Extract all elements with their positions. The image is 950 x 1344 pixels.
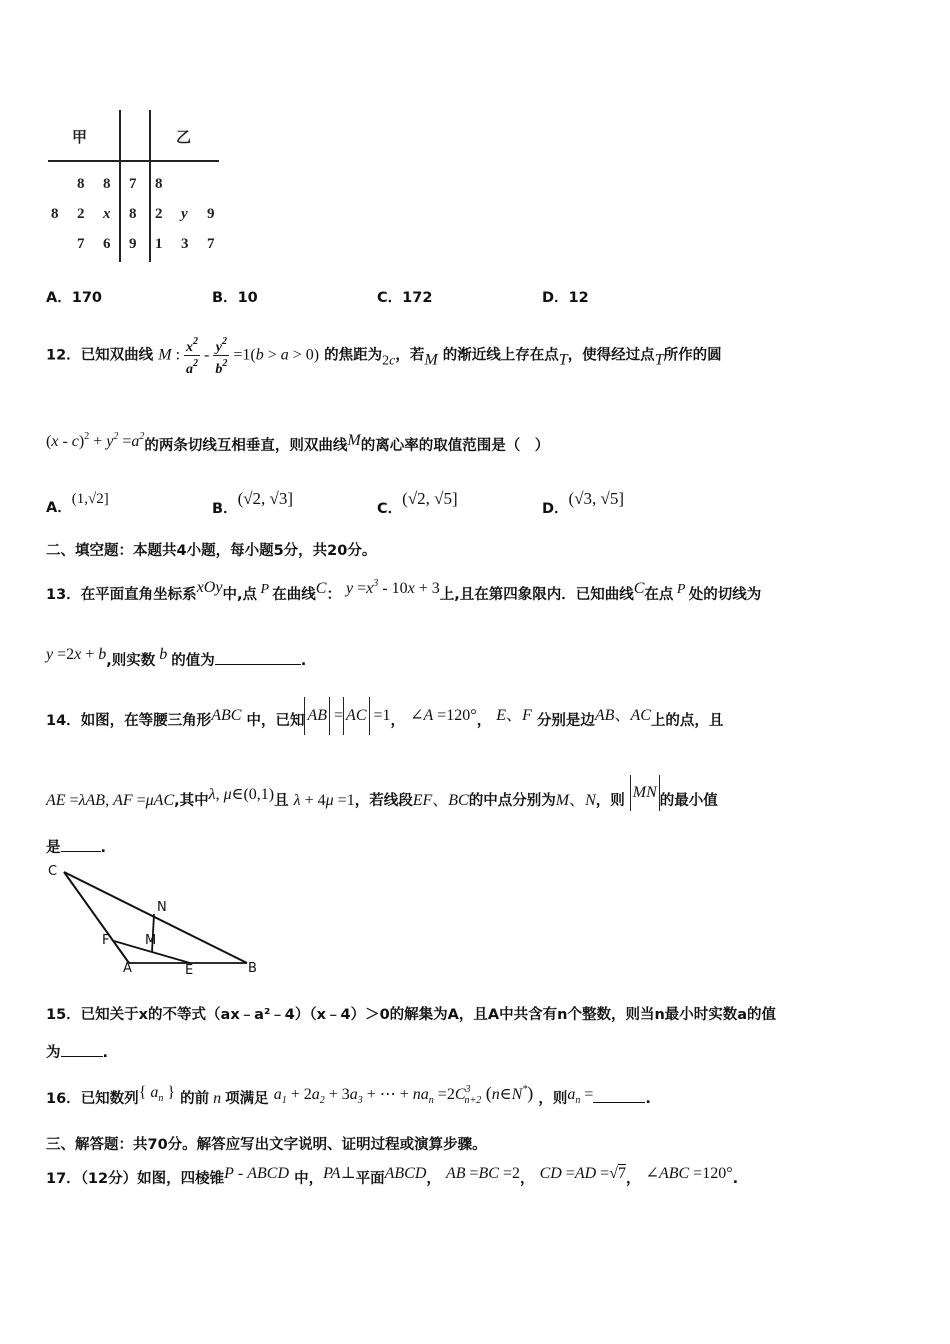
question-number: 17．: [46, 1171, 81, 1187]
answer-blank[interactable]: [593, 1102, 645, 1103]
q16-text: ，则: [538, 1091, 568, 1107]
option-letter: A．: [46, 500, 72, 516]
q12-option-b: B．(√2, √3]: [212, 489, 294, 517]
q11-option-a: [46, 286, 102, 307]
option-letter: D．: [542, 290, 569, 306]
q13-text: 在曲线: [272, 587, 316, 603]
leaf-left: x: [103, 206, 111, 222]
leaf-right: 7: [207, 236, 215, 252]
q14-text: 且: [274, 793, 289, 809]
q14-text: ，则: [595, 793, 625, 809]
stem-value: 7: [129, 176, 137, 192]
leaf-right: 9: [207, 206, 215, 222]
q17-text: ，: [426, 1171, 441, 1187]
q12-option-c: C．(√2, √5]: [377, 489, 458, 517]
answer-blank[interactable]: [215, 664, 301, 665]
q17-text: 中，: [294, 1171, 324, 1187]
q14-text: 上的点，且: [650, 713, 724, 729]
q14-text: 的中点分别为: [468, 793, 556, 809]
section-3-heading: 三、解答题：共70分。解答应写出文字说明、证明过程或演算步骤。: [46, 1137, 487, 1153]
header-yi: 乙: [176, 128, 192, 146]
q17-text: 平面: [355, 1171, 385, 1187]
leaf-left: 2: [77, 206, 85, 222]
q12-text: 所作的圆: [663, 347, 722, 364]
q14-text: .: [100, 840, 107, 856]
label-e: E: [185, 963, 194, 978]
stem-value: 8: [129, 206, 137, 222]
triangle-lines: [44, 862, 274, 982]
answer-blank[interactable]: [61, 851, 101, 852]
label-n: N: [157, 900, 167, 915]
option-value: 10: [237, 290, 258, 306]
q14-text: ，: [476, 713, 492, 729]
q15-text: .: [102, 1045, 109, 1061]
q14-text: ,其中: [174, 793, 209, 809]
q14-text: 分别是边: [536, 713, 595, 729]
q13-text: 在平面直角坐标系: [80, 587, 197, 603]
leaf-right: 1: [155, 236, 163, 252]
option-letter: C．: [377, 501, 403, 517]
answer-blank[interactable]: [61, 1056, 103, 1057]
question-number: 14．: [46, 713, 81, 729]
question-13-line2: y =2x + b,则实数 b 的值为 .: [46, 646, 307, 669]
q12-text: ，若: [395, 347, 425, 364]
q17-text: ，: [625, 1171, 641, 1187]
question-16: 16．已知数列{ $a_n$ } 的前 n 项满足 $a_1 + 2a_2 + 3a_3$ + ⋯ + $na_n =2C^3_{n+2}$ (n∈N*) ，则$a_n$ = .: [46, 1083, 651, 1107]
q17-text: .: [732, 1171, 739, 1187]
option-value: 170: [71, 290, 103, 306]
label-f: F: [102, 933, 110, 948]
option-letter: B．: [212, 501, 238, 517]
leaf-left: 8: [77, 176, 85, 192]
leaf-left: 8: [103, 176, 111, 192]
q13-text: .: [300, 653, 307, 669]
label-m: M: [145, 933, 157, 948]
question-15-line1: 15．已知关于x的不等式（ax﹣a²﹣4）（x﹣4）＞0的解集为A，且A中共含有n个整数，则当n最小时实数a的值: [46, 1007, 777, 1023]
option-value: 12: [568, 290, 589, 306]
q12-text: 的渐近线上存在点: [442, 347, 559, 364]
q16-text: .: [645, 1091, 651, 1107]
stem-leaf-diagram: [44, 110, 224, 265]
leaf-left: 7: [77, 236, 85, 252]
question-14-line2: AE =λAB, AF =μAC,其中λ, μ∈(0,1)且 λ + 4μ =1，若线段EF、BC的中点分别为M、N，则 MN 的最小值: [46, 775, 718, 819]
leaf-left: 8: [51, 206, 59, 222]
q13-text: 在点: [644, 587, 674, 603]
option-letter: C．: [377, 290, 403, 306]
leaf-right: 8: [155, 176, 163, 192]
question-12-line2: $(x - c)^2 + y^2 =a^2$的两条切线互相垂直，则双曲线M的离心率的取值范围是（ ）: [46, 431, 550, 454]
label-b: B: [248, 961, 257, 976]
q14-text: 如图，在等腰三角形: [80, 713, 212, 729]
q12-option-a: A．(1,√2]: [46, 491, 109, 516]
q13-text: 处的切线为: [688, 587, 762, 603]
question-17: 17．（12分）如图，四棱锥P - ABCD 中，PA⊥平面ABCD， AB =BC =2， CD =AD =√7， ∠ABC =120°.: [46, 1165, 739, 1187]
q16-text: 项满足: [225, 1091, 269, 1107]
q12-text: ，使得经过点: [567, 347, 655, 364]
q12-text: 的离心率的取值范围是（ ）: [360, 438, 550, 454]
q11-option-b: [212, 286, 258, 307]
option-value: 172: [402, 290, 433, 306]
leaf-right: 2: [155, 206, 163, 222]
q12-text: 的两条切线互相垂直，则双曲线: [144, 438, 348, 454]
q13-text: 中,点: [222, 587, 257, 603]
q13-text: ：: [326, 587, 341, 603]
q12-text: 的焦距为: [324, 347, 383, 364]
q16-text: 的前: [180, 1091, 210, 1107]
triangle-figure: [44, 862, 274, 982]
question-number: 16．: [46, 1091, 81, 1107]
option-letter: A．: [46, 290, 72, 306]
leaf-right: y: [181, 206, 188, 222]
label-a: A: [123, 961, 132, 976]
q13-text: ,则实数: [106, 653, 156, 669]
label-c: C: [48, 864, 58, 879]
q11-option-c: [377, 286, 432, 307]
q15-text: 为: [46, 1045, 61, 1061]
question-12-line1: 12．已知双曲线 M : $\frac{x^2}{a^2}$ - $\frac{y^2}{b^2}$ =1(b > a > 0) 的焦距为2c，若M 的渐近线上存在点T，使得经过点T所作的圆: [46, 336, 722, 377]
question-number: 12．: [46, 347, 81, 364]
question-13-line1: 13．在平面直角坐标系xOy中,点 P 在曲线C： $y =x^3 - 10x + 3$上,且在第四象限内．已知曲线C在点 P 处的切线为: [46, 578, 762, 603]
q17-text: （12分）如图，四棱锥: [80, 1171, 225, 1187]
q17-text: ，: [520, 1171, 535, 1187]
q13-text: 上,且在第四象限内．已知曲线: [439, 587, 634, 603]
question-15-line2: [46, 1041, 108, 1062]
header-jia: 甲: [72, 128, 88, 146]
stem-value: 9: [129, 236, 137, 252]
section-2-heading: 二、填空题：本题共4小题，每小题5分，共20分。: [46, 543, 377, 559]
option-letter: D．: [542, 501, 569, 517]
q11-option-d: [542, 286, 589, 307]
leaf-left: 6: [103, 236, 111, 252]
q14-text: ，: [390, 713, 406, 729]
question-14-line1: 14．如图，在等腰三角形ABC 中，已知 AB = AC =1， ∠A =120°， E、F 分别是边AB、AC上的点，且: [46, 697, 723, 740]
q14-text: 是: [46, 840, 61, 856]
q13-text: 的值为: [171, 653, 215, 669]
q14-text: 的最小值: [659, 793, 718, 809]
q14-text: 中，已知: [246, 713, 305, 729]
question-14-line3: [46, 836, 106, 857]
question-number: 13．: [46, 587, 81, 603]
q14-text: ，若线段: [354, 793, 413, 809]
q16-text: 已知数列: [80, 1091, 139, 1107]
q12-text: 已知双曲线: [80, 347, 154, 364]
leaf-right: 3: [181, 236, 189, 252]
q12-option-d: D．(√3, √5]: [542, 489, 625, 517]
option-letter: B．: [212, 290, 238, 306]
